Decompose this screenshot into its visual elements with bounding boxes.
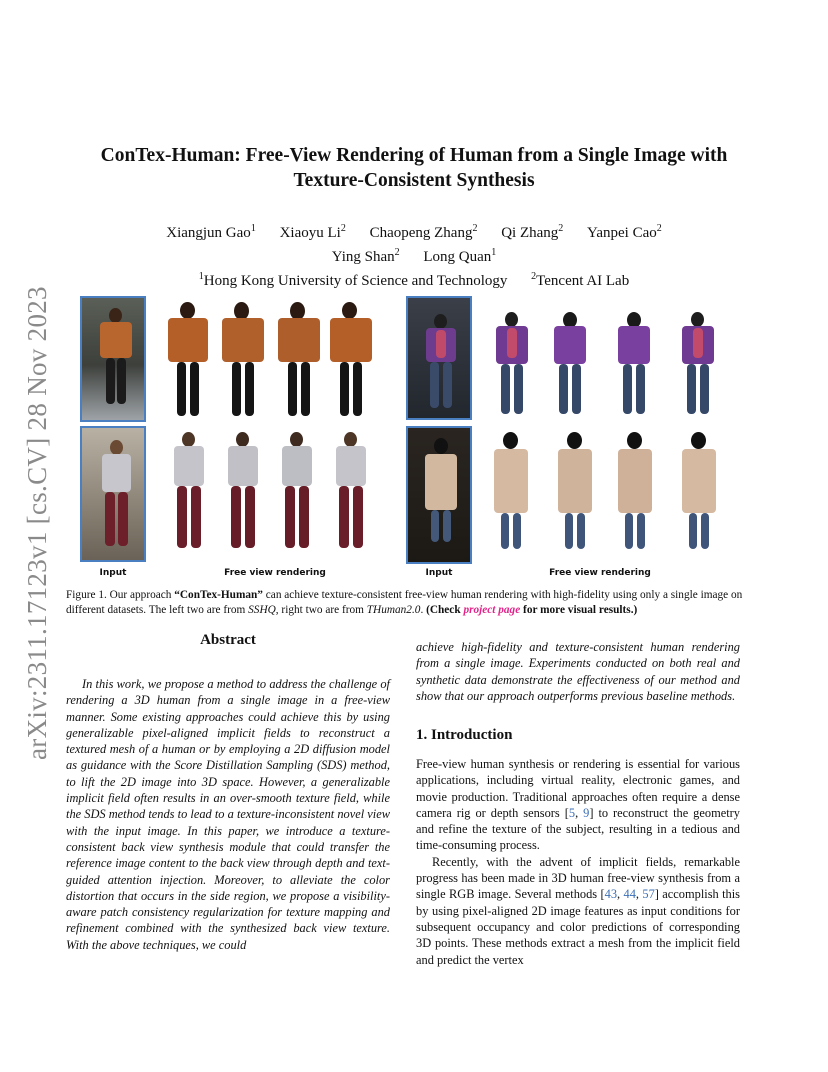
abstract-continuation: achieve high-fidelity and texture-consistent human rendering from a single image. Experiments conducted on both real and synthetic data demonstrate the effectiveness of our method and show that our approach outperforms previous baseline methods. — [416, 640, 740, 703]
introduction-body — [416, 756, 740, 968]
arxiv-stamp: arXiv:2311.17123v1 [cs.CV] 28 Nov 2023 — [22, 286, 52, 760]
abstract-body: In this work, we propose a method to address the challenge of rendering a 3D human from a single image in a free-view manner. Some existing approaches could achieve this by using generalizable pixel-aligned implicit fields to reconstruct a textured mesh of a human or by employing a 2D diffusion model as guidance with the Score Distillation Sampling (SDS) method, to lift the 2D image into 3D space. However, a generalizable implicit field often results in an over-smooth texture field, while the SDS method tends to lead to a texture-inconsistent novel view with the input image. In this paper, we introduce a texture-consistent back view synthesis module that could transfer the reference image content to the back view through depth and text-guided attention injection. Moreover, to alleviate the color distortion that occurs in the side region, we propose a visibility-aware patch consistency regularization for texture mapping and refinement combined with the synthesized back view texture. With the above techniques, we could — [66, 677, 390, 952]
citation-link[interactable]: 44 — [623, 887, 636, 902]
figure-label-input: Input — [425, 568, 453, 578]
figure-caption: Figure 1. Our approach “ConTex-Human” can achieve texture-consistent free-view human rendering with high-fidelity using only a single image on different datasets. The left two are from SSHQ, right two are from THuman2.0. (Check project page for more visual results.) — [66, 589, 743, 616]
intro-paragraph-2: Recently, with the advent of implicit fields, remarkable progress has been made in 3D human free-view synthesis from a single RGB image. Several methods [43, 44, 57] accomplish this by using pixel-aligned 2D image features as input conditions for subsequent occupancy and color predictions of corresponding 3D points. These methods extract a mesh from the implicit field and predict the vertex — [416, 854, 741, 967]
citation-link[interactable]: 9 — [583, 805, 590, 820]
abstract-heading: Abstract — [200, 632, 256, 648]
paper-title — [60, 143, 768, 193]
affiliation: $^2$Tencent AI Lab — [531, 271, 630, 289]
figure-label-free-view: Free view rendering — [549, 568, 651, 578]
author: Chaopeng Zhang$^2$ — [369, 223, 478, 241]
authors-row-1 — [60, 219, 768, 243]
author: Long Quan$^1$ — [423, 247, 497, 265]
affiliations — [60, 267, 768, 291]
author: Yanpei Cao$^2$ — [587, 223, 662, 241]
title-line-1: ConTex-Human: Free-View Rendering of Human from a Single Image with — [100, 145, 728, 166]
author: Xiaoyu Li$^2$ — [279, 223, 346, 241]
title-line-2: Texture-Consistent Synthesis — [293, 170, 535, 191]
affiliation: $^1$Hong Kong University of Science and Technology — [198, 271, 508, 289]
citation-link[interactable]: 5 — [568, 805, 576, 820]
citation-link[interactable]: 57 — [642, 887, 655, 902]
author: Qi Zhang$^2$ — [501, 223, 564, 241]
author-block — [60, 219, 768, 291]
author: Xiangjun Gao$^1$ — [166, 223, 256, 241]
teaser-figure — [80, 296, 748, 582]
figure-label-input: Input — [99, 568, 127, 578]
input-image-girl-purple — [406, 296, 472, 420]
introduction-heading: 1. Introduction — [416, 727, 513, 743]
project-page-link[interactable]: project page — [463, 603, 521, 616]
input-image-girl-coat — [406, 426, 472, 564]
figure-label-free-view: Free view rendering — [224, 568, 326, 578]
citation-link[interactable]: 43 — [604, 887, 618, 902]
input-image-woman-jacket — [80, 296, 146, 422]
intro-paragraph-1: Free-view human synthesis or rendering is essential for various applications, including virtual reality, electronic games, and movie production. Traditional approaches often require a dense camera rig or depth sensors [5, 9] to reconstruct the geometry and refine the texture of the subject, resulting in a tedious and time-consuming process. — [416, 757, 740, 853]
input-image-man-shirt — [80, 426, 146, 562]
authors-row-2 — [60, 243, 768, 267]
author: Ying Shan$^2$ — [331, 247, 400, 265]
